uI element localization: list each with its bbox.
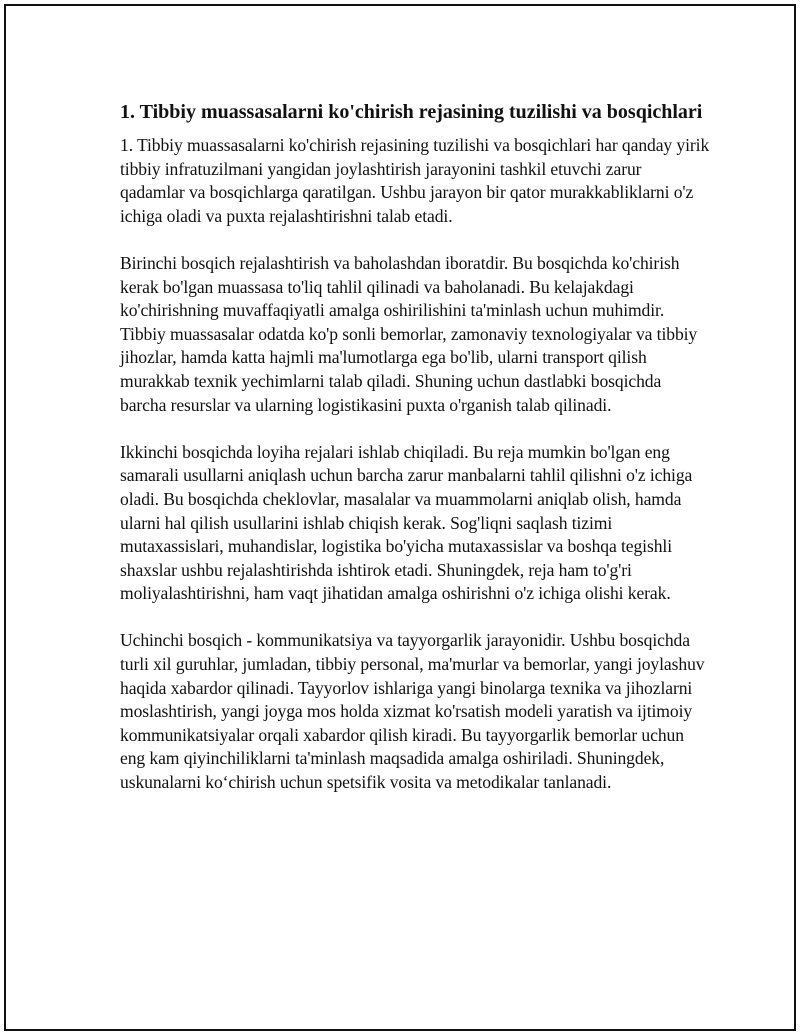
- document-body: [120, 98, 710, 818]
- paragraph-stage-three: Uchinchi bosqich - kommunikatsiya va tayyorgarlik jarayonidir. Ushbu bosqichda turli xil guruhlar, jumladan, tibbiy personal, ma'murlar va bemorlar, yangi joylashuv haqida xabardor qilinadi. Tayyorlov ishlariga yangi binolarga texnika va jihozlarni moslashtirish, yangi joyga mos holda xizmat ko'rsatish modeli yaratish va ijtimoiy kommunikatsiyalar orqali xabardor qilish kiradi. Bu tayyorgarlik bemorlar uchun eng kam qiyinchiliklarni ta'minlash maqsadida amalga oshiriladi. Shuningdek, uskunalarni ko‘chirish uchun spetsifik vosita va metodikalar tanlanadi.: [120, 630, 705, 793]
- paragraph-stage-one: Birinchi bosqich rejalashtirish va baholashdan iboratdir. Bu bosqichda ko'chirish kerak bo'lgan muassasa to'liq tahlil qilinadi va baholanadi. Bu kelajakdagi ko'chirishning muvaffaqiyatli amalga oshirilishini ta'minlash uchun muhimdir. Tibbiy muassasalar odatda ko'p sonli bemorlar, zamonaviy texnologiyalar va tibbiy jihozlar, hamda katta hajmli ma'lumotlarga ega bo'lib, ularni transport qilish murakkab texnik yechimlarni talab qiladi. Shuning uchun dastlabki bosqichda barcha resurslar va ularning logistikasini puxta o'rganish talab qilinadi.: [120, 252, 698, 415]
- page-frame: [4, 4, 796, 1031]
- document-heading: 1. Tibbiy muassasalarni ko'chirish rejasining tuzilishi va bosqichlari: [120, 101, 703, 123]
- paragraph-stage-two: Ikkinchi bosqichda loyiha rejalari ishlab chiqiladi. Bu reja mumkin bo'lgan eng samarali usullarni aniqlash uchun barcha zarur manbalarni tahlil qilishni o'z ichiga oladi. Bu bosqichda cheklovlar, masalalar va muammolarni aniqlab olish, hamda ularni hal qilish usullarini ishlab chiqish kerak. Sog'liqni saqlash tizimi mutaxassislari, muhandislar, logistika bo'yicha mutaxassislar va boshqa tegishli shaxslar ushbu rejalashtirishda ishtirok etadi. Shuningdek, reja ham to'g'ri moliyalashtirishni, ham vaqt jihatidan amalga oshirishni o'z ichiga olishi kerak.: [120, 441, 693, 604]
- paragraph-intro: 1. Tibbiy muassasalarni ko'chirish rejasining tuzilishi va bosqichlari har qanday yirik tibbiy infratuzilmani yangidan joylashtirish jarayonini tashkil etuvchi zarur qadamlar va bosqichlarga qaratilgan. Ushbu jarayon bir qator murakkabliklarni o'z ichiga oladi va puxta rejalashtirishni talab etadi.: [120, 135, 710, 226]
